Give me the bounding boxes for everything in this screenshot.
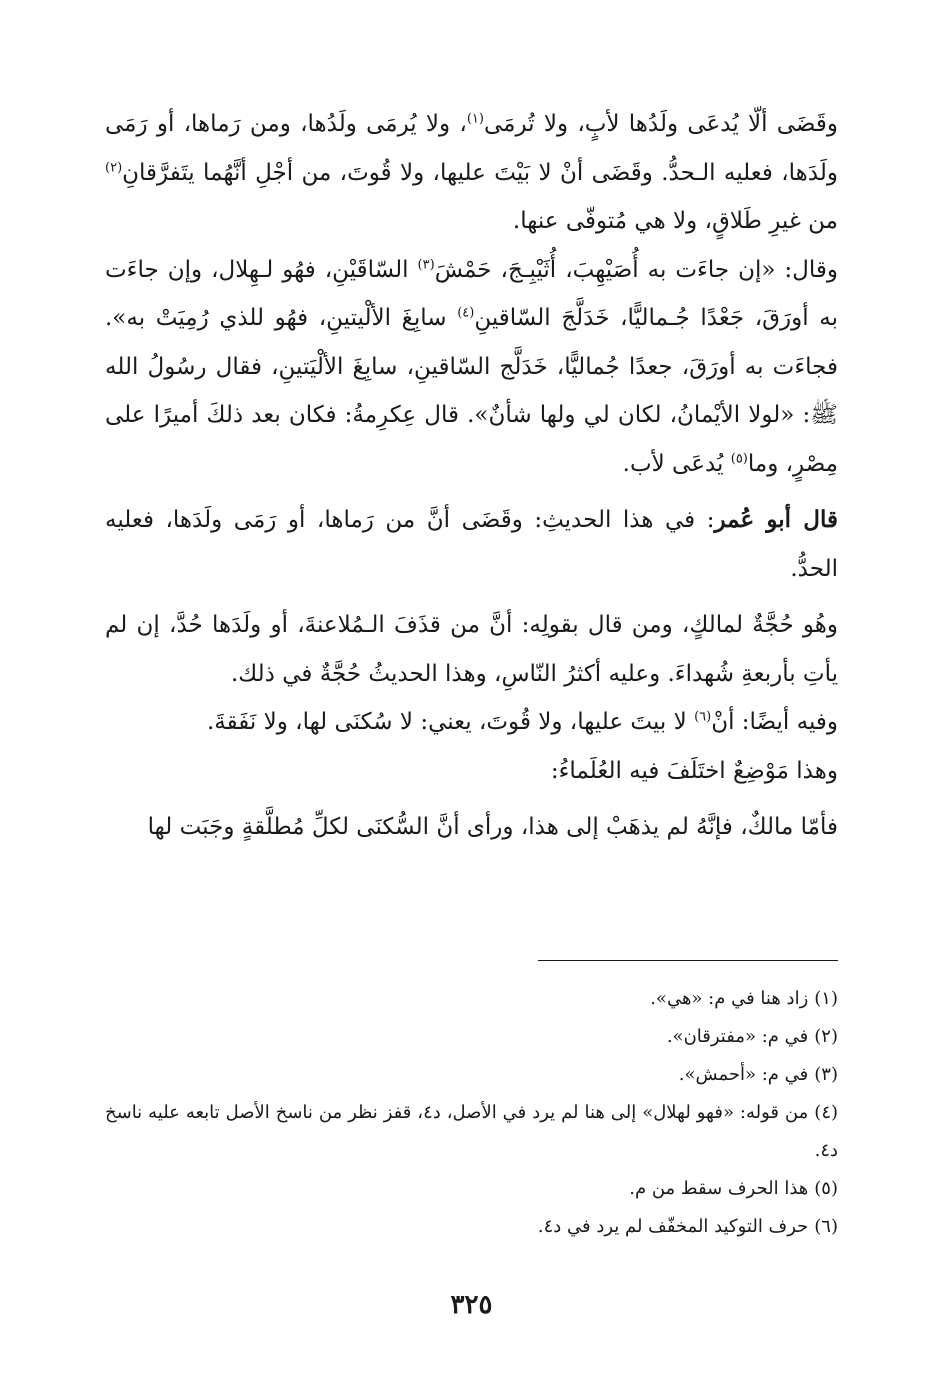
paragraph: [105, 601, 838, 698]
footnote-text: هذا الحرف سقط من م.: [629, 1178, 809, 1199]
paragraph: [105, 246, 838, 489]
paragraph: [105, 698, 838, 747]
paragraph: [105, 747, 838, 796]
footnote-divider: [538, 960, 838, 961]
text-segment: السّاقَيْنِ، فهُو لـهِلال، وإن جاءَت به أورَقَ، جَعْدًا جُـماليًّا، خَدَلَّجَ السّاقينِ: [105, 256, 838, 331]
text-segment: وقَضَى ألّا يُدعَى ولَدُها لأبٍ، ولا تُرمَى: [483, 111, 838, 137]
footnote-number: (٢): [814, 1026, 838, 1047]
footnote: [105, 1056, 838, 1094]
footnote: [105, 1208, 838, 1246]
text-segment: وقال: «إن جاءَت به أُصَيْهِبَ، أُثَيْبِـجَ، حَمْشَ: [434, 256, 838, 283]
speaker-label: قال أبو عُمر: [714, 506, 838, 533]
text-segment: فأمّا مالكٌ، فإنَّهُ لم يذهَبْ إلى هذا، ورأى أنَّ السُّكنَى لكلِّ مُطلَّقةٍ وجَبَت لها: [147, 814, 838, 840]
footnote: [105, 1094, 838, 1170]
footnote-number: (٤): [814, 1102, 839, 1123]
main-text: [105, 100, 838, 852]
footnote-text: زاد هنا في م: «هي».: [650, 988, 809, 1009]
text-segment: سابِغَ الألْيتينِ، فهُو للذي رُمِيَتْ به». فجاءَت به أورَقَ، جعدًا جُماليًّا، خَدَلَّج السّاقينِ، سابِغَ الألْيَتينِ، فقال رسُولُ الله ﷺ: «لولا الأيْمانُ، لكان لي ولها شأنٌ». قال عِكرِمةُ: فكان بعد ذلكَ أميرًا على مِصْرٍ، وما: [105, 305, 838, 477]
text-segment: لا بيتَ عليها، ولا قُوتَ، يعني: لا سُكنَى لها، ولا نَفَقةَ.: [206, 709, 695, 735]
footnote-ref: (٤): [457, 305, 475, 321]
book-page: [105, 100, 838, 1360]
footnote-ref: (٦): [694, 709, 712, 725]
footnote-number: (٦): [814, 1216, 838, 1237]
paragraph: [105, 803, 838, 852]
text-segment: يُدعَى لأب.: [622, 450, 731, 477]
footnote-text: في م: «أحمش».: [678, 1064, 809, 1085]
footnotes: [105, 980, 838, 1246]
page-number: ٣٢٥: [450, 1290, 493, 1320]
footnote-text: في م: «مفترقان».: [666, 1026, 809, 1047]
footnote-ref: (٥): [730, 450, 748, 466]
footnote-ref: (٢): [105, 159, 123, 175]
footnote-ref: (٣): [417, 256, 435, 272]
text-segment: : في هذا الحديثِ: وقَضَى أنَّ من رَماها، أو رَمَى ولَدَها، فعليه الحدُّ.: [105, 507, 838, 582]
footnote-number: (٥): [814, 1178, 838, 1199]
text-segment: وفيه أيضًا: أنْ: [711, 709, 838, 735]
footnote-ref: (١): [466, 111, 484, 127]
footnote: [105, 980, 838, 1018]
paragraph: [105, 100, 838, 246]
text-segment: وهذا مَوْضِعٌ اختَلَفَ فيه العُلَماءُ:: [550, 757, 838, 784]
text-segment: ، ولا يُرمَى ولَدُها، ومن رَماها، أو رَمَى ولَدَها، فعليه الـحدُّ. وقَضَى أنْ لا بَيْتَ عليها، ولا قُوتَ، من أجْلِ أنَّهُما يتَفرَّقانِ: [105, 111, 838, 186]
text-segment: من غيرِ طَلاقٍ، ولا هي مُتوفّى عنها.: [512, 208, 838, 234]
paragraph: [105, 496, 838, 593]
text-segment: وهُو حُجَّةٌ لمالكٍ، ومن قال بقولِه: أنَّ من قذَفَ الـمُلاعنةَ، أو ولَدَها حُدَّ، إن لم يأتِ بأربعةِ شُهداءَ. وعليه أكثرُ النّاسِ، وهذا الحديثُ حُجَّةٌ في ذلك.: [105, 612, 838, 687]
footnote: [105, 1170, 838, 1208]
footnote-text: حرف التوكيد المخفّف لم يرد في د٤.: [537, 1216, 809, 1237]
footnote-text: من قوله: «فهو لهلال» إلى هنا لم يرد في الأصل، د٤، قفز نظر من ناسخ الأصل تابعه عليه ناسخ د٤.: [105, 1102, 838, 1161]
footnote-number: (٣): [814, 1064, 838, 1085]
footnote: [105, 1018, 838, 1056]
footnote-number: (١): [814, 988, 838, 1009]
